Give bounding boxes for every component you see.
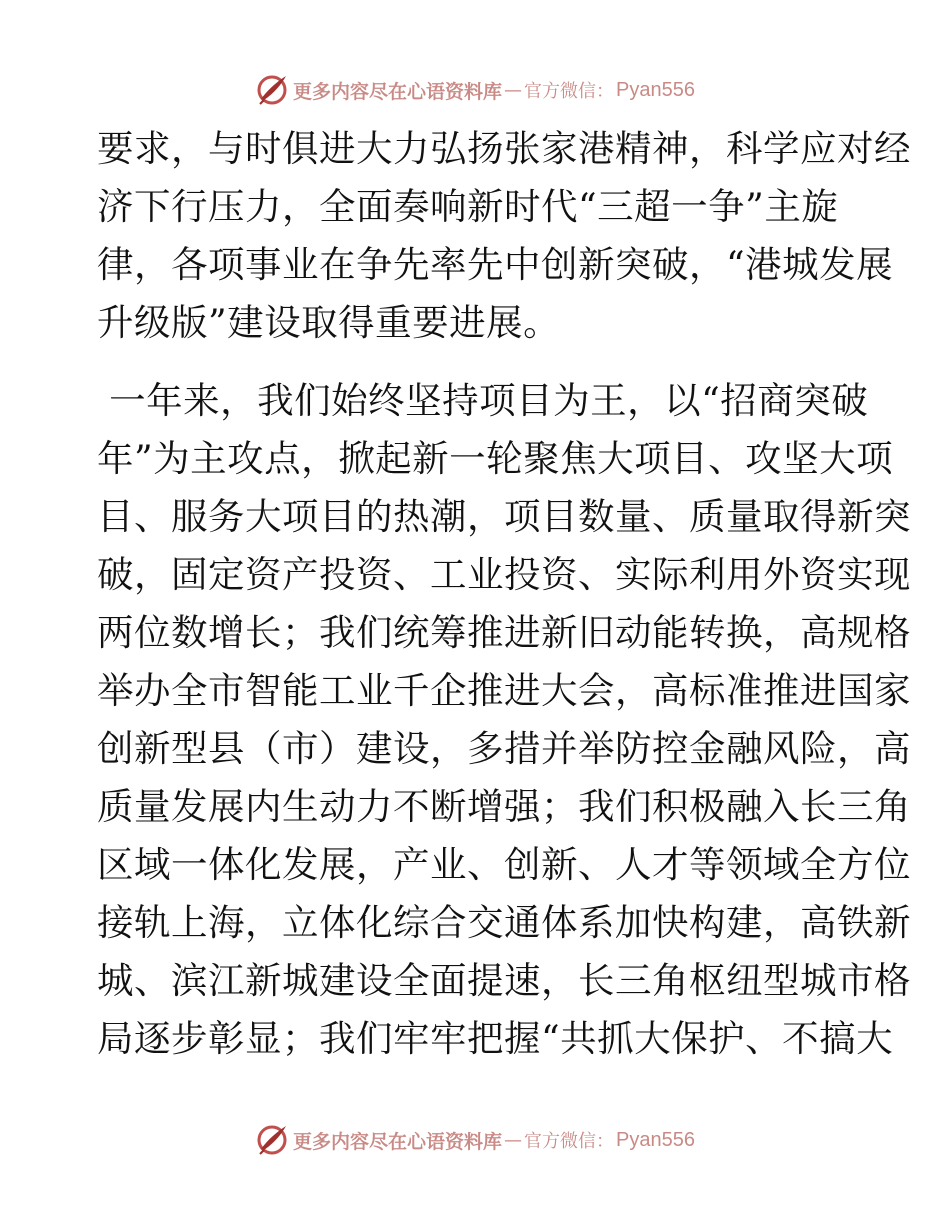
quill-pen-icon	[255, 1123, 289, 1157]
document-body	[97, 120, 911, 1068]
text-line: 举办全市智能工业千企推进大会，高标准推进国家	[97, 669, 911, 712]
text-line: 区域一体化发展，产业、创新、人才等领域全方位	[97, 843, 911, 886]
text-line: 要求，与时俱进大力弘扬张家港精神，科学应对经	[97, 127, 911, 170]
text-line: 局逐步彰显；我们牢牢把握“共抓大保护、不搞大	[97, 1017, 894, 1060]
watermark-brand-text: 更多内容尽在心语资料库	[293, 80, 503, 103]
watermark-dash: —	[504, 1129, 523, 1151]
header-watermark	[0, 70, 950, 110]
quill-pen-icon	[255, 73, 289, 107]
text-line: 城、滨江新城建设全面提速，长三角枢纽型城市格	[97, 959, 911, 1002]
paragraph	[97, 372, 911, 1068]
text-line: 律，各项事业在争先率先中创新突破，“港城发展	[97, 243, 894, 286]
watermark-wechat-id: Pyan556	[616, 1128, 695, 1151]
text-line: 年”为主攻点，掀起新一轮聚焦大项目、攻坚大项	[97, 437, 894, 480]
text-line: 升级版”建设取得重要进展。	[97, 301, 561, 344]
text-line: 创新型县（市）建设，多措并举防控金融风险，高	[97, 727, 911, 770]
footer-watermark	[0, 1120, 950, 1160]
paragraph	[97, 120, 911, 352]
text-line: 一年来，我们始终坚持项目为王，以“招商突破	[97, 379, 869, 422]
watermark-brand-text: 更多内容尽在心语资料库	[293, 1130, 503, 1153]
text-line: 目、服务大项目的热潮，项目数量、质量取得新突	[97, 495, 911, 538]
text-line: 破，固定资产投资、工业投资、实际利用外资实现	[97, 553, 911, 596]
watermark-dash: —	[504, 79, 523, 101]
text-line: 质量发展内生动力不断增强；我们积极融入长三角	[97, 785, 911, 828]
text-line: 接轨上海，立体化综合交通体系加快构建，高铁新	[97, 901, 911, 944]
watermark-wechat-id: Pyan556	[616, 78, 695, 101]
watermark-official-label: 官方微信：	[524, 81, 615, 102]
watermark-official-label: 官方微信：	[524, 1131, 615, 1152]
text-line: 两位数增长；我们统筹推进新旧动能转换，高规格	[97, 611, 911, 654]
text-line: 济下行压力，全面奏响新时代“三超一争”主旋	[97, 185, 839, 228]
